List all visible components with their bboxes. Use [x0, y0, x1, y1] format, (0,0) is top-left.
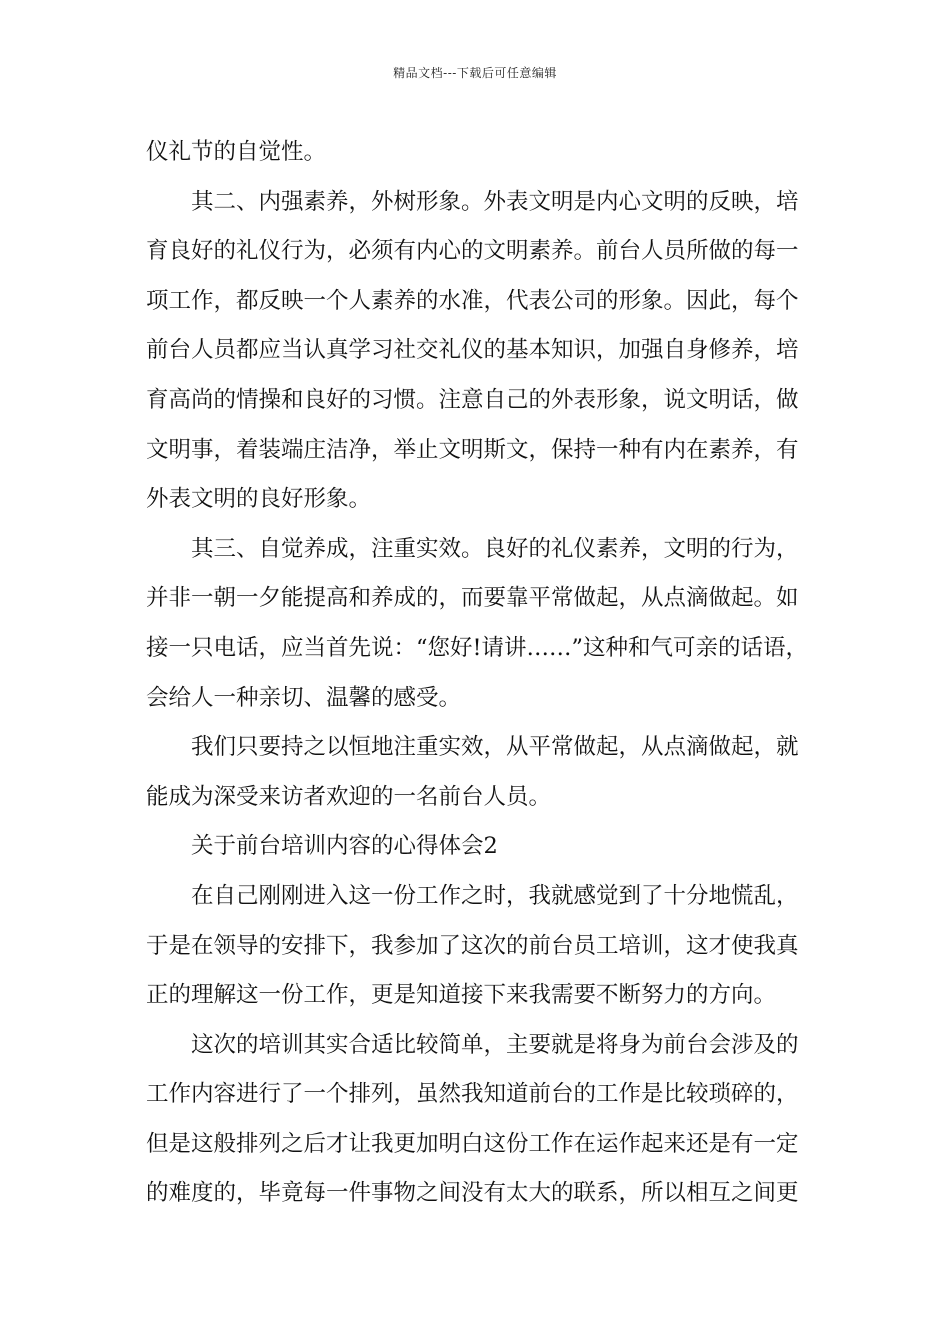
text-line: 但是这般排列之后才让我更加明白这份工作在运作起来还是有一定 [146, 1130, 799, 1157]
text-line: 关于前台培训内容的心得体会2 [191, 833, 498, 860]
text-line: 文明事，着装端庄洁净，举止文明斯文，保持一种有内在素养，有 [146, 436, 799, 463]
text-line: 在自己刚刚进入这一份工作之时，我就感觉到了十分地慌乱， [191, 882, 799, 909]
text-line: 外表文明的良好形象。 [146, 486, 372, 513]
text-line: 其三、自觉养成，注重实效。良好的礼仪素养，文明的行为， [191, 535, 799, 562]
text-line: 仪礼节的自觉性。 [146, 139, 327, 165]
document-body [146, 128, 826, 1219]
text-line: 其二、内强素养，外树形象。外表文明是内心文明的反映，培 [191, 188, 799, 215]
text-line: 育高尚的情操和良好的习惯。注意自己的外表形象，说文明话，做 [146, 386, 799, 413]
text-line: 能成为深受来访者欢迎的一名前台人员。 [146, 783, 552, 810]
text-line: 接一只电话，应当首先说：“您好!请讲……”这种和气可亲的话语， [146, 634, 809, 661]
text-line: 项工作，都反映一个人素养的水准，代表公司的形象。因此，每个 [146, 287, 799, 314]
text-line: 并非一朝一夕能提高和养成的，而要靠平常做起，从点滴做起。如 [146, 585, 799, 612]
text-line: 这次的培训其实合适比较简单，主要就是将身为前台会涉及的 [191, 1031, 799, 1058]
page-header: 精品文档---下载后可任意编辑 [393, 66, 557, 80]
text-line: 于是在领导的安排下，我参加了这次的前台员工培训，这才使我真 [146, 932, 799, 959]
text-line: 工作内容进行了一个排列，虽然我知道前台的工作是比较琐碎的， [146, 1081, 799, 1108]
text-line: 我们只要持之以恒地注重实效，从平常做起，从点滴做起，就 [191, 734, 799, 761]
text-line: 会给人一种亲切、温馨的感受。 [146, 684, 462, 711]
text-line: 前台人员都应当认真学习社交礼仪的基本知识，加强自身修养，培 [146, 337, 799, 364]
text-line: 育良好的礼仪行为，必须有内心的文明素养。前台人员所做的每一 [146, 238, 799, 265]
text-line: 的难度的，毕竟每一件事物之间没有太大的联系，所以相互之间更 [146, 1180, 799, 1207]
text-line: 正的理解这一份工作，更是知道接下来我需要不断努力的方向。 [146, 982, 777, 1009]
